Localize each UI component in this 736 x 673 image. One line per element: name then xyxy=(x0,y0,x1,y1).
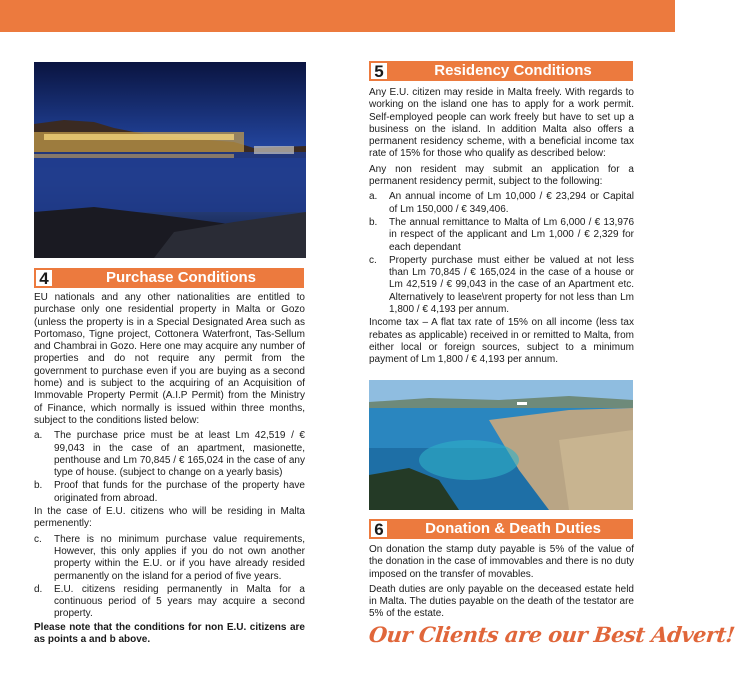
section-number-4: 4 xyxy=(34,268,54,288)
list-text: E.U. citizens residing permanently in Malta for a continuous period of 5 years may acquire a second property. xyxy=(54,583,305,620)
list-label: b. xyxy=(369,216,378,228)
list-item xyxy=(369,217,634,254)
residency-p2: Any non resident may submit an application for a permanent residency permit, subject to the following: xyxy=(369,163,634,188)
residency-p1: Any E.U. citizen may reside in Malta freely. With regards to working on the island one has to apply for a work permit. Self-employed people can work freely but have to set up a business on the island. In addition Malta also offers a permanent residency scheme, with a beneficial income tax rate of 15% for those who qualify as described below: xyxy=(369,87,634,160)
list-item xyxy=(34,534,305,583)
list-label: d. xyxy=(34,583,43,595)
list-label: a. xyxy=(34,430,43,442)
residency-list xyxy=(369,191,634,316)
coastline-photo xyxy=(369,380,633,510)
purchase-conditions-title: Purchase Conditions xyxy=(105,269,257,286)
section-number-5: 5 xyxy=(369,61,389,81)
list-item xyxy=(369,191,634,216)
residency-conditions-title: Residency Conditions xyxy=(434,62,592,79)
purchase-list-ab xyxy=(34,430,305,505)
list-label: c. xyxy=(34,533,42,545)
list-text: Proof that funds for the purchase of the property have originated from abroad. xyxy=(54,480,305,504)
list-text: The annual remittance to Malta of Lm 6,000 / € 13,976 in respect of the applicant and Lm 1,000 / € 2,329 for each dependant xyxy=(389,216,634,253)
donation-death-duties-title: Donation & Death Duties xyxy=(425,520,601,537)
harbour-night-illustration xyxy=(34,62,306,258)
list-text: An annual income of Lm 10,000 / € 23,294 or Capital of Lm 150,000 / € 349,406. xyxy=(389,191,634,215)
purchase-conditions-body xyxy=(34,292,305,649)
donation-p2: Death duties are only payable on the deceased estate held in Malta. The duties payable on the death of the testator are 5% of the estate. xyxy=(369,583,634,620)
coastline-illustration xyxy=(369,380,633,510)
purchase-intro: EU nationals and any other nationalities are entitled to purchase only one residential property in Malta or Gozo (unless the property is in a Special Designated Area such as Portomaso, Tigne project, Cottonera Waterfront, Tas-Sellum and Chambrai in Gozo. Here one may acquire any number of properties and do not require any permit from the government to purchase even if you are buying as a second home) and is subject to the acquiring of an Acquisition of Immovable Property Permit (A.I.P Permit) from the Ministry of Finance, which normally is issued within three months, subject to the conditions listed below: xyxy=(34,292,305,426)
top-banner xyxy=(0,0,675,32)
section-number-6: 6 xyxy=(369,519,389,539)
purchase-note: Please note that the conditions for non E.U. citizens are as points a and b above. xyxy=(34,621,305,646)
slogan: Our Clients are our Best Advert! xyxy=(367,622,736,647)
purchase-conditions-heading xyxy=(34,268,304,288)
list-label: b. xyxy=(34,480,43,492)
residency-conditions-heading xyxy=(369,61,633,81)
donation-p1: On donation the stamp duty payable is 5% of the value of the donation in the case of immovables and there is no duty imposed on the transfer of movables. xyxy=(369,544,634,580)
list-item xyxy=(34,480,305,505)
list-label: a. xyxy=(369,191,378,203)
list-text: Property purchase must either be valued at not less than Lm 70,845 / € 165,024 in the case of a house or Lm 42,519 / € 99,043 in the case of an Apartment etc. Alternatively to lease\rent property for not less than Lm 1,800 / € 4,193 per annum. xyxy=(389,254,634,316)
list-text: There is no minimum purchase value requirements, However, this only applies if you do not own another property within the E.U. or if you have already resided permanently on the island for a period of five years. xyxy=(54,533,305,582)
donation-death-duties-body xyxy=(369,544,634,624)
purchase-list-cd xyxy=(34,534,305,621)
list-item xyxy=(369,255,634,316)
residency-conditions-body xyxy=(369,87,634,370)
purchase-eu-residents: In the case of E.U. citizens who will be residing in Malta permenently: xyxy=(34,506,305,530)
donation-death-duties-heading xyxy=(369,519,633,539)
list-item xyxy=(34,430,305,479)
harbour-night-photo xyxy=(34,62,306,258)
list-item xyxy=(34,584,305,621)
list-text: The purchase price must be at least Lm 42,519 / € 99,043 in the case of an apartment, masionette, penthouse and Lm 70,845 / € 165,024 in the case of any type of house. (subject to change on a yearly basis) xyxy=(54,430,305,479)
residency-income-tax: Income tax – A flat tax rate of 15% on all income (less tax rebates as applicable) received in or remitted to Malta, from either local or foreign sources, subject to a minimum payment of Lm 1,800 / € 4,193 per annum. xyxy=(369,317,634,366)
list-label: c. xyxy=(369,254,377,266)
